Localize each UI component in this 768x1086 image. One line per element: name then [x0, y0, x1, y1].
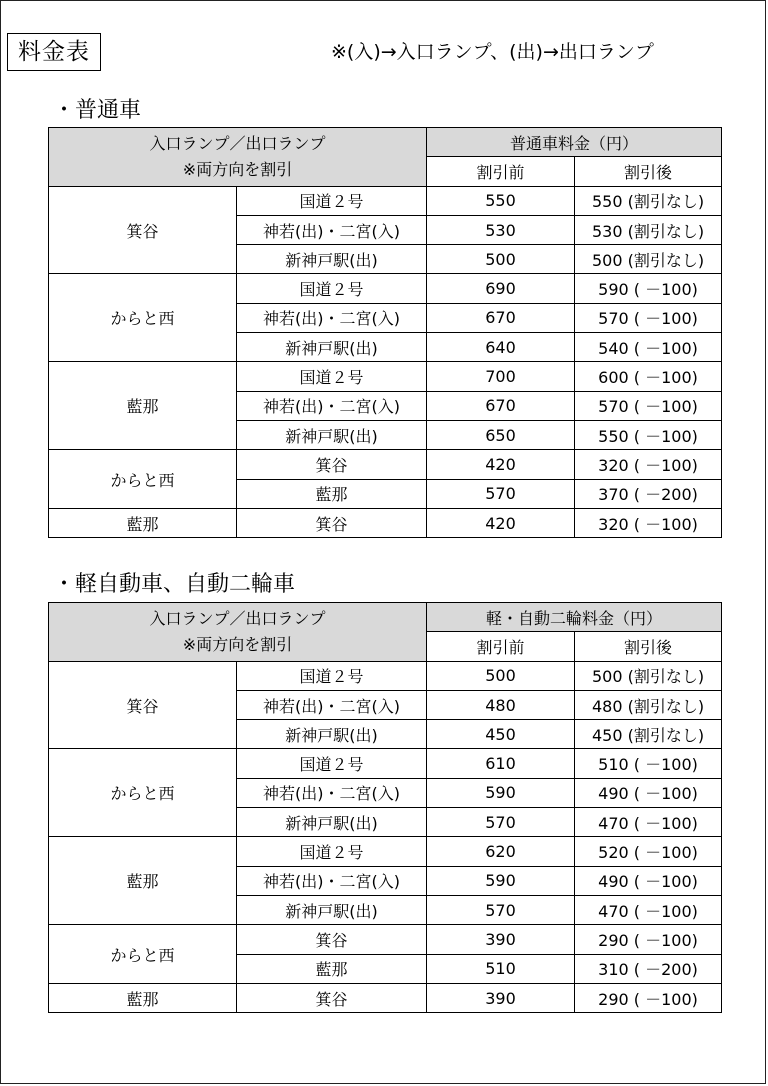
destination-ramp-cell: 新神戸駅(出): [237, 895, 427, 924]
origin-ramp-cell: 箕谷: [49, 186, 237, 274]
destination-ramp-cell: 国道２号: [237, 837, 427, 866]
header-after-discount: 割引後: [575, 632, 722, 661]
table-row: [49, 925, 722, 954]
fee-before-cell: 590: [427, 778, 575, 807]
fee-after-cell: 540 ( －100): [575, 333, 722, 362]
fee-before-cell: 500: [427, 245, 575, 274]
table-row: [49, 983, 722, 1012]
destination-ramp-cell: 国道２号: [237, 661, 427, 690]
destination-ramp-cell: 神若(出)・二宮(入): [237, 778, 427, 807]
fee-before-cell: 420: [427, 508, 575, 537]
fee-after-cell: 600 ( －100): [575, 362, 722, 391]
destination-ramp-cell: 新神戸駅(出): [237, 333, 427, 362]
table-row: [49, 362, 722, 391]
fee-before-cell: 650: [427, 420, 575, 449]
table-row: [49, 508, 722, 537]
header-ramp: [49, 128, 427, 187]
header-ramp-line2: ※両方向を割引: [182, 634, 293, 654]
fee-after-cell: 510 ( －100): [575, 749, 722, 778]
fee-before-cell: 510: [427, 954, 575, 983]
header-ramp-line2: ※両方向を割引: [182, 159, 293, 179]
header-before-discount: 割引前: [427, 632, 575, 661]
fee-after-cell: 550 ( －100): [575, 420, 722, 449]
fee-after-cell: 370 ( －200): [575, 479, 722, 508]
destination-ramp-cell: 神若(出)・二宮(入): [237, 303, 427, 332]
fee-after-cell: 470 ( －100): [575, 895, 722, 924]
table-row: [49, 837, 722, 866]
fee-before-cell: 690: [427, 274, 575, 303]
section-title-light: ・軽自動車、自動二輪車: [53, 572, 296, 597]
fee-after-cell: 570 ( －100): [575, 303, 722, 332]
fee-before-cell: 640: [427, 333, 575, 362]
origin-ramp-cell: 藍那: [49, 983, 237, 1012]
header-ramp-line1: 入口ランプ／出口ランプ: [149, 608, 326, 628]
fee-after-cell: 470 ( －100): [575, 808, 722, 837]
destination-ramp-cell: 藍那: [237, 954, 427, 983]
page-title: 料金表: [7, 33, 101, 71]
ramp-legend: ※(入)→入口ランプ、(出)→出口ランプ: [331, 41, 654, 63]
destination-ramp-cell: 神若(出)・二宮(入): [237, 215, 427, 244]
fee-after-cell: 550 (割引なし): [575, 186, 722, 215]
origin-ramp-cell: からと西: [49, 450, 237, 509]
fee-before-cell: 570: [427, 808, 575, 837]
origin-ramp-cell: 藍那: [49, 362, 237, 450]
table-row: [49, 450, 722, 479]
fee-table-light: [48, 602, 722, 1013]
destination-ramp-cell: 国道２号: [237, 362, 427, 391]
header-ramp-line1: 入口ランプ／出口ランプ: [149, 133, 326, 153]
fee-before-cell: 670: [427, 303, 575, 332]
destination-ramp-cell: 神若(出)・二宮(入): [237, 866, 427, 895]
fee-before-cell: 530: [427, 215, 575, 244]
fee-after-cell: 570 ( －100): [575, 391, 722, 420]
fee-before-cell: 450: [427, 720, 575, 749]
fee-after-cell: 530 (割引なし): [575, 215, 722, 244]
fee-before-cell: 570: [427, 895, 575, 924]
destination-ramp-cell: 箕谷: [237, 925, 427, 954]
origin-ramp-cell: からと西: [49, 925, 237, 984]
destination-ramp-cell: 神若(出)・二宮(入): [237, 690, 427, 719]
fee-after-cell: 500 (割引なし): [575, 245, 722, 274]
fee-before-cell: 590: [427, 866, 575, 895]
fee-after-cell: 320 ( －100): [575, 450, 722, 479]
fee-after-cell: 290 ( －100): [575, 983, 722, 1012]
destination-ramp-cell: 箕谷: [237, 983, 427, 1012]
fee-after-cell: 490 ( －100): [575, 866, 722, 895]
fee-before-cell: 390: [427, 983, 575, 1012]
header-fee-title: 軽・自動二輪料金（円）: [427, 603, 722, 632]
destination-ramp-cell: 新神戸駅(出): [237, 808, 427, 837]
fee-after-cell: 590 ( －100): [575, 274, 722, 303]
fee-before-cell: 480: [427, 690, 575, 719]
header-before-discount: 割引前: [427, 157, 575, 186]
origin-ramp-cell: 藍那: [49, 837, 237, 925]
fee-before-cell: 570: [427, 479, 575, 508]
fee-before-cell: 420: [427, 450, 575, 479]
header-ramp: [49, 603, 427, 662]
fee-after-cell: 500 (割引なし): [575, 661, 722, 690]
fee-after-cell: 290 ( －100): [575, 925, 722, 954]
table-row: [49, 186, 722, 215]
fee-after-cell: 320 ( －100): [575, 508, 722, 537]
fee-before-cell: 500: [427, 661, 575, 690]
section-title-regular: ・普通車: [53, 98, 142, 123]
fee-after-cell: 520 ( －100): [575, 837, 722, 866]
table-row: [49, 274, 722, 303]
destination-ramp-cell: 藍那: [237, 479, 427, 508]
header-after-discount: 割引後: [575, 157, 722, 186]
origin-ramp-cell: からと西: [49, 274, 237, 362]
destination-ramp-cell: 国道２号: [237, 274, 427, 303]
fee-table-regular: [48, 127, 722, 538]
destination-ramp-cell: 国道２号: [237, 186, 427, 215]
origin-ramp-cell: 藍那: [49, 508, 237, 537]
fee-before-cell: 700: [427, 362, 575, 391]
table-row: [49, 749, 722, 778]
destination-ramp-cell: 神若(出)・二宮(入): [237, 391, 427, 420]
fee-after-cell: 450 (割引なし): [575, 720, 722, 749]
header-fee-title: 普通車料金（円）: [427, 128, 722, 157]
fee-before-cell: 670: [427, 391, 575, 420]
fee-before-cell: 390: [427, 925, 575, 954]
fee-after-cell: 480 (割引なし): [575, 690, 722, 719]
destination-ramp-cell: 新神戸駅(出): [237, 720, 427, 749]
table-row: [49, 661, 722, 690]
destination-ramp-cell: 国道２号: [237, 749, 427, 778]
destination-ramp-cell: 箕谷: [237, 450, 427, 479]
destination-ramp-cell: 新神戸駅(出): [237, 245, 427, 274]
fee-before-cell: 610: [427, 749, 575, 778]
destination-ramp-cell: 箕谷: [237, 508, 427, 537]
fee-after-cell: 490 ( －100): [575, 778, 722, 807]
fee-after-cell: 310 ( －200): [575, 954, 722, 983]
destination-ramp-cell: 新神戸駅(出): [237, 420, 427, 449]
fee-before-cell: 620: [427, 837, 575, 866]
origin-ramp-cell: からと西: [49, 749, 237, 837]
origin-ramp-cell: 箕谷: [49, 661, 237, 749]
fee-before-cell: 550: [427, 186, 575, 215]
